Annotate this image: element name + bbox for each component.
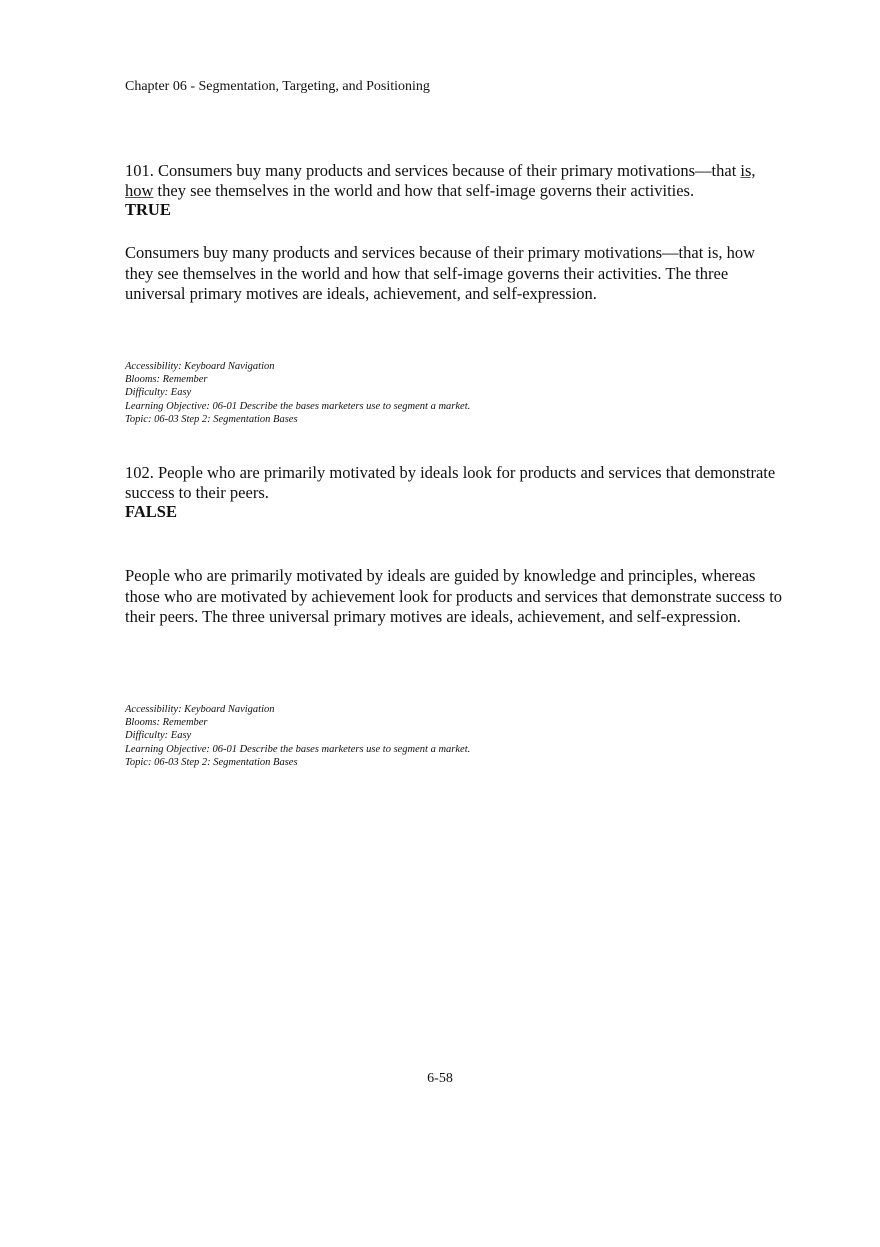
meta-topic: Topic: 06-03 Step 2: Segmentation Bases	[125, 756, 298, 768]
question-number: 101.	[125, 161, 154, 180]
meta-difficulty: Difficulty: Easy	[125, 387, 192, 399]
question-102	[125, 463, 785, 522]
page-number: 6-58	[427, 1071, 453, 1086]
meta-topic: Topic: 06-03 Step 2: Segmentation Bases	[125, 413, 298, 425]
meta-learning-objective: Learning Objective: 06-01 Describe the bases marketers use to segment a market.	[125, 400, 471, 412]
meta-blooms: Blooms: Remember	[125, 374, 208, 386]
answer-false: FALSE	[125, 502, 177, 521]
question-text: People who are primarily motivated by ideals look for products and services that demonstrate success to their peers.	[125, 463, 776, 502]
meta-blooms: Blooms: Remember	[125, 717, 208, 729]
explanation-102: People who are primarily motivated by ideals are guided by knowledge and principles, whereas those who are motivated by achievement look for products and services that demonstrate success to their peers. The three universal primary motives are ideals, achievement, and self-expression.	[125, 566, 783, 626]
question-101	[125, 161, 785, 220]
chapter-header: Chapter 06 - Segmentation, Targeting, and Positioning	[125, 79, 430, 94]
meta-learning-objective: Learning Objective: 06-01 Describe the bases marketers use to segment a market.	[125, 743, 471, 755]
meta-accessibility: Accessibility: Keyboard Navigation	[125, 361, 275, 372]
metadata-102	[125, 703, 470, 769]
meta-accessibility: Accessibility: Keyboard Navigation	[125, 704, 275, 715]
metadata-101	[125, 360, 470, 426]
explanation-101: Consumers buy many products and services because of their primary motivations—that is, how they see themselves in the world and how that self-image governs their activities. The three universal primary motives are ideals, achievement, and self-expression.	[125, 243, 756, 303]
question-text-continued: they see themselves in the world and how that self-image governs their activities.	[153, 180, 695, 200]
answer-true: TRUE	[125, 200, 171, 219]
meta-difficulty: Difficulty: Easy	[125, 730, 192, 742]
question-number: 102.	[125, 463, 154, 482]
underlined-text: is, how	[125, 161, 756, 200]
question-text: Consumers buy many products and services because of their primary motivations—that	[153, 161, 741, 180]
